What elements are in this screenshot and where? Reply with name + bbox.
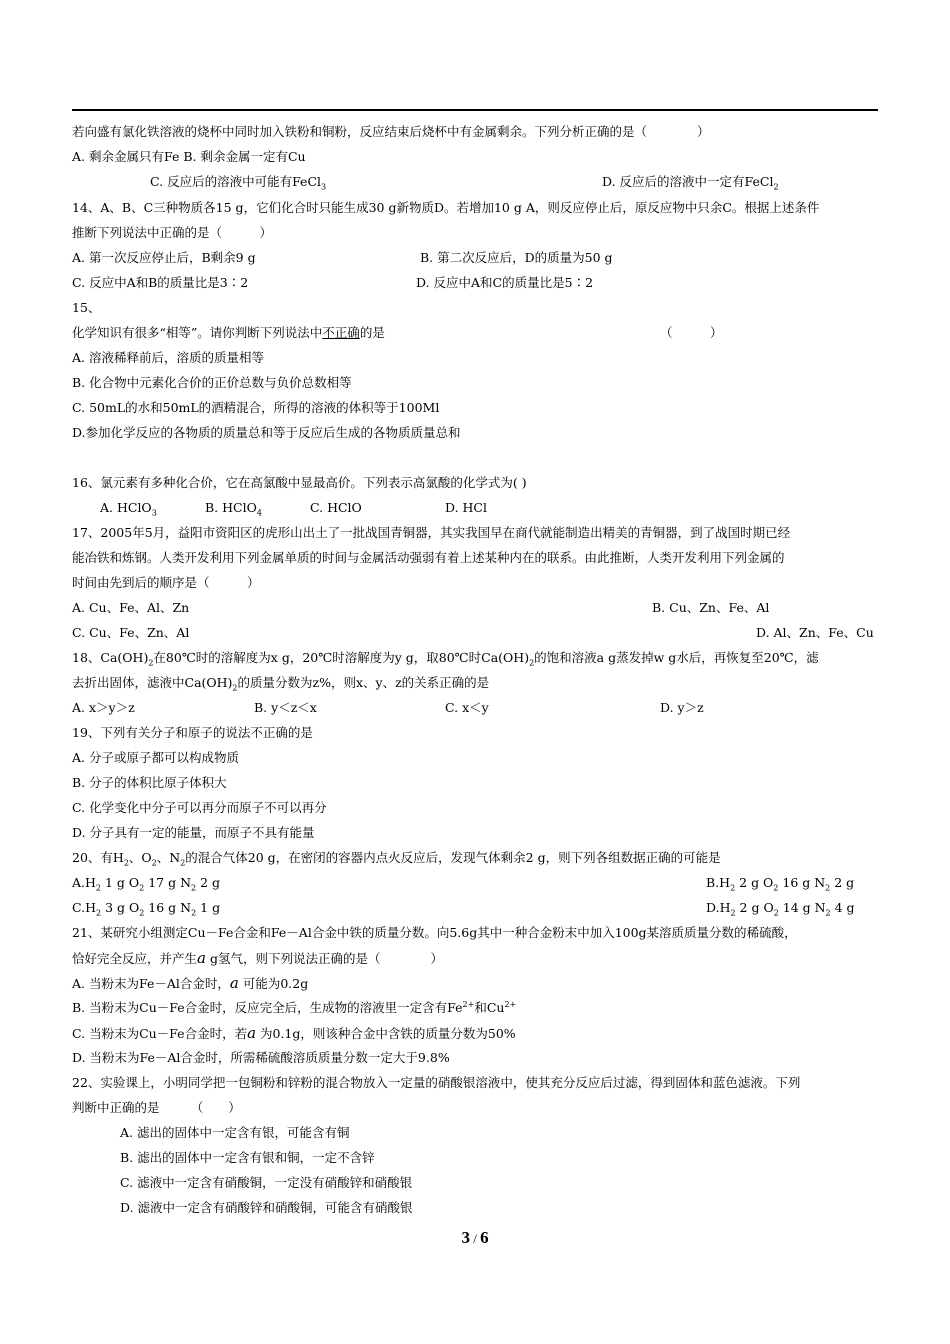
q22-stem-1: 22、实验课上，小明同学把一包铜粉和锌粉的混合物放入一定量的硝酸银溶液中，使其充分反应后过滤，得到固体和蓝色滤液。下列 xyxy=(72,1075,801,1090)
q16-option-d: D. HCl xyxy=(445,500,487,515)
q15-option-d: D.参加化学反应的各物质的质量总和等于反应后生成的各物质质量总和 xyxy=(72,425,461,440)
q13-option-c: C. 反应后的溶液中可能有FeCl$_3$ xyxy=(150,174,327,192)
q17-stem-2: 能冶铁和炼钢。人类开发利用下列金属单质的时间与金属活动强弱有着上述某种内在的联系。由此推断，人类开发利用下列金属的 xyxy=(72,550,785,565)
q20-stem: 20、有$H_2$、$O_2$、$N_2$的混合气体20 g，在密闭的容器内点火反应后，发现气体剩余2 g，则下列各组数据正确的可能是 xyxy=(72,850,721,868)
q19-option-c: C. 化学变化中分子可以再分而原子不可以再分 xyxy=(72,800,327,815)
q17-option-a: A. Cu、Fe、Al、Zn xyxy=(72,600,190,615)
q22-option-d: D. 滤液中一定含有硝酸锌和硝酸铜，可能含有硝酸银 xyxy=(120,1200,413,1215)
q19-option-a: A. 分子或原子都可以构成物质 xyxy=(72,750,239,765)
q15-answer-bracket: （ ） xyxy=(660,325,723,340)
q13-options-ab: A. 剩余金属只有Fe B. 剩余金属一定有Cu xyxy=(72,149,306,164)
q19-stem: 19、下列有关分子和原子的说法不正确的是 xyxy=(72,725,313,740)
q17-option-c: C. Cu、Fe、Zn、Al xyxy=(72,625,190,640)
page-total: 6 xyxy=(480,1228,489,1247)
q15-option-b: B. 化合物中元素化合价的正价总数与负价总数相等 xyxy=(72,375,352,390)
q14-stem-1: 14、A、B、C三种物质各15 g，它们化合时只能生成30 g新物质D。若增加10 g A，则反应停止后，原反应物中只余C。根据上述条件 xyxy=(72,200,820,215)
q14-option-a: A. 第一次反应停止后，B剩余9 g xyxy=(72,250,256,265)
q15-number: 15、 xyxy=(72,300,101,315)
q18-option-c: C. x＜y xyxy=(445,700,489,715)
q20-option-a: $A.H_2$ 1 g $O_2$ 17 g $N_2$ 2 g xyxy=(72,875,220,893)
q21-stem-2: 恰好完全反应，并产生a g氢气，则下列说法正确的是（ ） xyxy=(72,949,443,967)
q21-stem-1: 21、某研究小组测定Cu－Fe合金和Fe－Al合金中铁的质量分数。向5.6g其中一种合金粉末中加入100g某溶质质量分数的稀硫酸， xyxy=(72,925,797,940)
q21-option-c: C. 当粉末为Cu－Fe合金时，若a 为0.1g，则该种合金中含铁的质量分数为50% xyxy=(72,1024,516,1042)
q16-option-a: A. HClO$_3$ xyxy=(100,500,157,518)
q14-option-d: D. 反应中A和C的质量比是5∶2 xyxy=(416,275,594,290)
q21-option-d: D. 当粉末为Fe－Al合金时，所需稀硫酸溶质质量分数一定大于9.8% xyxy=(72,1050,450,1065)
q22-option-c: C. 滤液中一定含有硝酸铜，一定没有硝酸锌和硝酸银 xyxy=(120,1175,413,1190)
q20-option-c: $C.H_2$ 3 g $O_2$ 16 g $N_2$ 1 g xyxy=(72,900,221,918)
q22-stem-2: 判断中正确的是 （ ） xyxy=(72,1100,241,1115)
q18-stem-1: 18、$Ca(OH)_2$在80℃时的溶解度为x g，20℃时溶解度为y g，取80℃时$Ca(OH)_2$的饱和溶液a g蒸发掉w g水后，再恢复至20℃，滤 xyxy=(72,650,819,668)
q16-option-c: C. HClO xyxy=(310,500,362,515)
header-rule xyxy=(72,109,878,111)
page-number xyxy=(0,1228,950,1248)
q18-option-d: D. y＞z xyxy=(660,700,704,715)
q20-option-b: $B.H_2$ 2 g $O_2$ 16 g $N_2$ 2 g xyxy=(706,875,855,893)
page-separator: / xyxy=(469,1231,481,1246)
q14-option-b: B. 第二次反应后，D的质量为50 g xyxy=(420,250,613,265)
q18-stem-2: 去折出固体，滤液中$Ca(OH)_2$的质量分数为z%，则x、y、z的关系正确的是 xyxy=(72,675,490,693)
q17-option-b: B. Cu、Zn、Fe、Al xyxy=(652,600,770,615)
q22-option-b: B. 滤出的固体中一定含有银和铜，一定不含锌 xyxy=(120,1150,375,1165)
q13-stem: 若向盛有氯化铁溶液的烧杯中同时加入铁粉和铜粉，反应结束后烧杯中有金属剩余。下列分析正确的是（ ） xyxy=(72,124,710,139)
q22-option-a: A. 滤出的固体中一定含有银，可能含有铜 xyxy=(120,1125,350,1140)
q20-option-d: $D.H_2$ 2 g $O_2$ 14 g $N_2$ 4 g xyxy=(706,900,855,918)
q21-option-b: B. 当粉末为Cu－Fe合金时，反应完全后，生成物的溶液里一定含有$Fe^{2+}$和$Cu^{2+}$ xyxy=(72,999,517,1015)
q14-option-c: C. 反应中A和B的质量比是3∶2 xyxy=(72,275,249,290)
q17-option-d: D. Al、Zn、Fe、Cu xyxy=(756,625,874,640)
q16-stem: 16、氯元素有多种化合价，它在高氯酸中显最高价。下列表示高氯酸的化学式为( ) xyxy=(72,475,527,490)
q18-option-b: B. y＜z＜x xyxy=(254,700,317,715)
q17-stem-3: 时间由先到后的顺序是（ ） xyxy=(72,575,260,590)
q19-option-d: D. 分子具有一定的能量，而原子不具有能量 xyxy=(72,825,315,840)
q19-option-b: B. 分子的体积比原子体积大 xyxy=(72,775,227,790)
q17-stem-1: 17、2005年5月，益阳市资阳区的虎形山出土了一批战国青铜器，其实我国早在商代就能制造出精美的青铜器，到了战国时期已经 xyxy=(72,525,791,540)
q15-stem: 化学知识有很多“相等”。请你判断下列说法中不正确的是 xyxy=(72,325,385,340)
q18-option-a: A. x＞y＞z xyxy=(72,700,135,715)
q16-option-b: B. HClO$_4$ xyxy=(205,500,262,518)
q21-option-a: A. 当粉末为Fe－Al合金时，a 可能为0.2g xyxy=(72,974,309,992)
q14-stem-2: 推断下列说法中正确的是（ ） xyxy=(72,225,273,240)
page-current: 3 xyxy=(461,1228,470,1247)
q15-option-c: C. 50mL的水和50mL的酒精混合，所得的溶液的体积等于100Ml xyxy=(72,400,440,415)
q15-option-a: A. 溶液稀释前后，溶质的质量相等 xyxy=(72,350,264,365)
q13-option-d: D. 反应后的溶液中一定有FeCl$_2$ xyxy=(602,174,779,192)
